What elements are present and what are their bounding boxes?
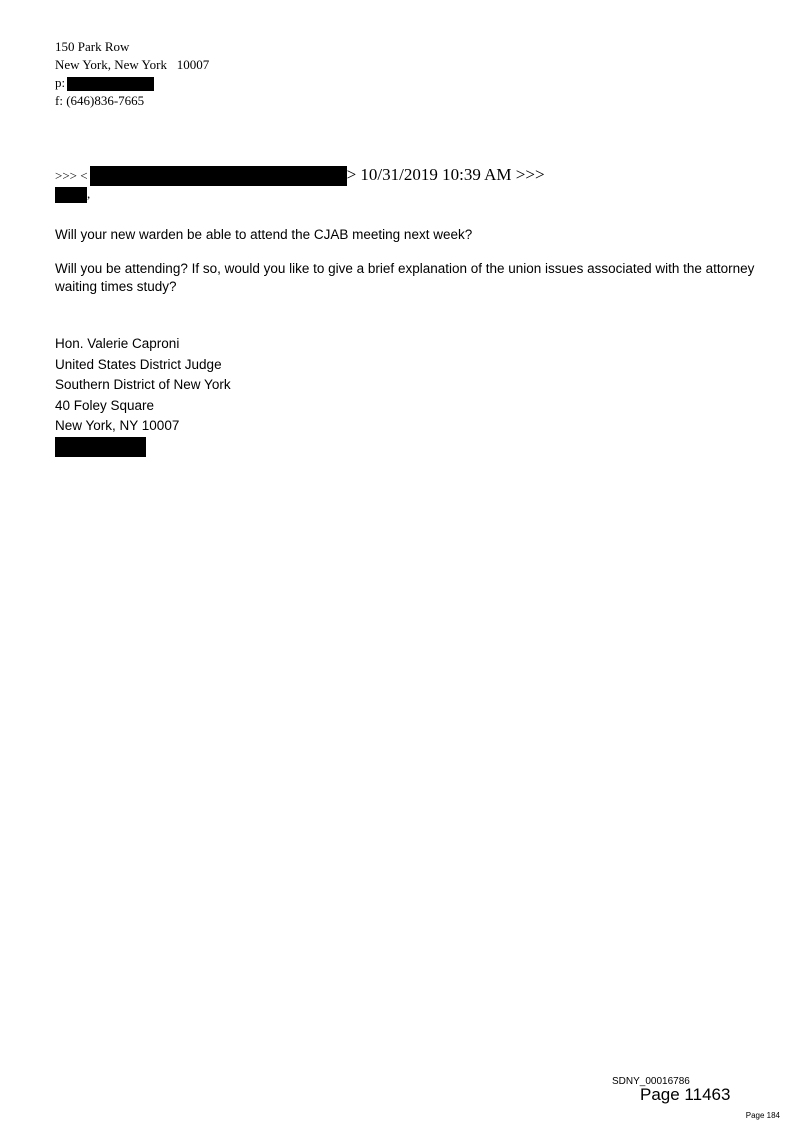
bates-number: SDNY_00016786 <box>612 1076 690 1087</box>
body-paragraph-2: Will you be attending? If so, would you like to give a brief explanation of the union issues associated with the attorney waiting times study? <box>55 261 755 294</box>
body-paragraph-1: Will your new warden be able to attend the CJAB meeting next week? <box>55 227 473 242</box>
judge-city: New York, NY 10007 <box>55 418 180 433</box>
forwarded-prefix: >>> < <box>55 168 88 183</box>
judge-title: United States District Judge <box>55 356 222 372</box>
sender-address-line2: New York, New York 10007 <box>55 57 210 72</box>
redaction-judge-contact <box>55 437 231 458</box>
judge-court: Southern District of New York <box>55 377 231 392</box>
judge-street: 40 Foley Square <box>55 397 155 413</box>
redaction-recipient-name <box>55 187 87 203</box>
sender-phone-line <box>55 74 209 92</box>
greeting-punctuation: , <box>87 186 91 201</box>
forwarded-date: > 10/31/2019 10:39 AM >>> <box>346 165 545 184</box>
sender-fax: f: (646)836-7665 <box>55 93 145 108</box>
judge-signature <box>55 334 231 457</box>
redaction-sender-email <box>90 166 347 186</box>
judge-name: Hon. Valerie Caproni <box>55 336 180 351</box>
sender-phone-label: p: <box>55 75 66 90</box>
page-number: Page 11463 <box>640 1085 731 1104</box>
forwarded-header <box>55 165 545 186</box>
redaction-phone <box>67 77 154 91</box>
sender-signature <box>55 38 209 110</box>
page-number-small: Page 184 <box>745 1111 780 1120</box>
sender-address-line1: 150 Park Row <box>55 39 130 54</box>
greeting-line <box>55 186 90 203</box>
